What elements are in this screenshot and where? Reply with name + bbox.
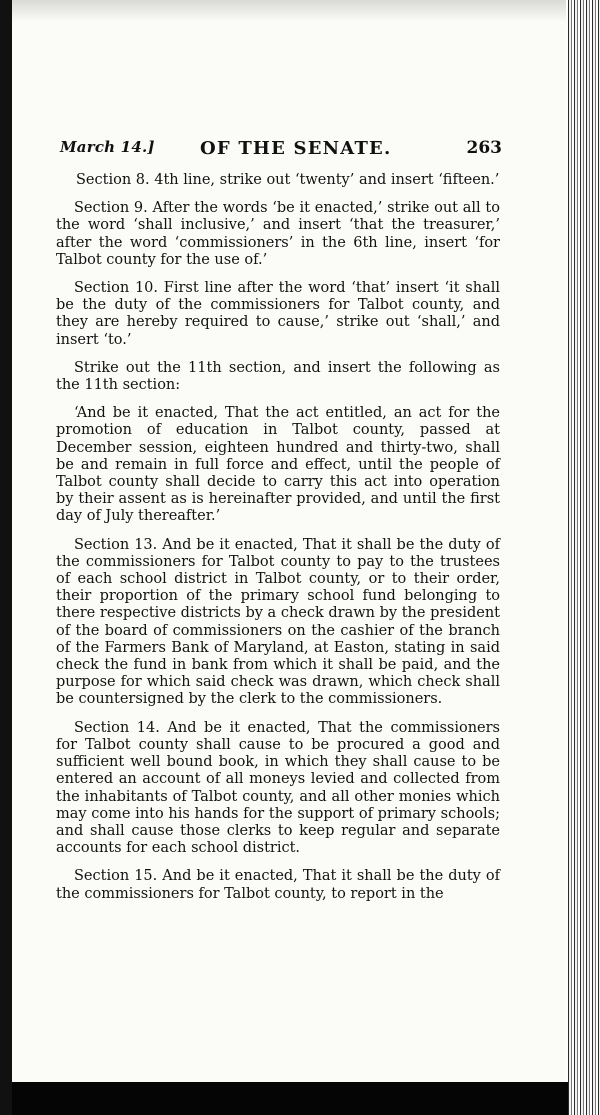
section-11-instruction: Strike out the 11th section, and insert the following as the 11th section: — [56, 359, 500, 394]
running-head — [60, 138, 502, 164]
bottom-scan-border — [12, 1082, 568, 1115]
page-body — [56, 172, 500, 903]
page-number: 263 — [466, 138, 502, 158]
section-13-text: Section 13. And be it enacted, That it shall be the duty of the commissioners for Talbot county to pay to the trustees of each school district in Talbot county, or to their order, their proportion of the primary school fund belonging to there respective districts by a check drawn by the president of the board of commissioners on the cashier of the branch of the Farmers Bank of Maryland, at Easton, stating in said check the fund in bank from which it shall be paid, and the purpose for which said check was drawn, which check shall be countersigned by the clerk to the commissioners. — [56, 536, 500, 708]
left-scan-edge — [0, 0, 12, 1115]
section-15-text: Section 15. And be it enacted, That it shall be the duty of the commissioners for Talbot county, to report in the — [56, 868, 500, 902]
book-binding-edge — [566, 0, 600, 1115]
section-14-text: Section 14. And be it enacted, That the commissioners for Talbot county shall cause to be procured a good and sufficient well bound book, in which they shall cause to be entered an account of all moneys levied and collected from the inhabitants of Talbot county, and all other monies which may come into his hands for the support of primary schools; and shall cause those clerks to keep regular and separate accounts for each school district. — [56, 719, 500, 857]
section-10-amendment: Section 10. First line after the word ‘that’ insert ‘it shall be the duty of the commissioners for Talbot county, and they are hereby required to cause,’ strike out ‘shall,’ and insert ‘to.’ — [56, 280, 500, 348]
page-top-shadow — [12, 0, 568, 22]
section-11-text: ‘And be it enacted, That the act entitled, an act for the promotion of education in Talbot county, passed at December session, eighteen hundred and thirty-two, shall be and remain in full force and effect, until the people of Talbot county shall decide to carry this act into operation by their assent as is hereinafter provided, and until the first day of July thereafter.’ — [56, 405, 500, 525]
running-head-title: OF THE SENATE. — [200, 138, 392, 159]
running-head-date: March 14.] — [60, 138, 155, 156]
book-page — [12, 0, 568, 1082]
section-8-amendment: Section 8. 4th line, strike out ‘twenty’ and insert ‘fifteen.’ — [76, 172, 500, 188]
section-9-amendment: Section 9. After the words ‘be it enacted,’ strike out all to the word ‘shall inclusive,’ and insert ‘that the treasurer,’ after the word ‘commissioners’ in the 6th line, insert ‘for Talbot county for the use of.’ — [56, 200, 500, 268]
